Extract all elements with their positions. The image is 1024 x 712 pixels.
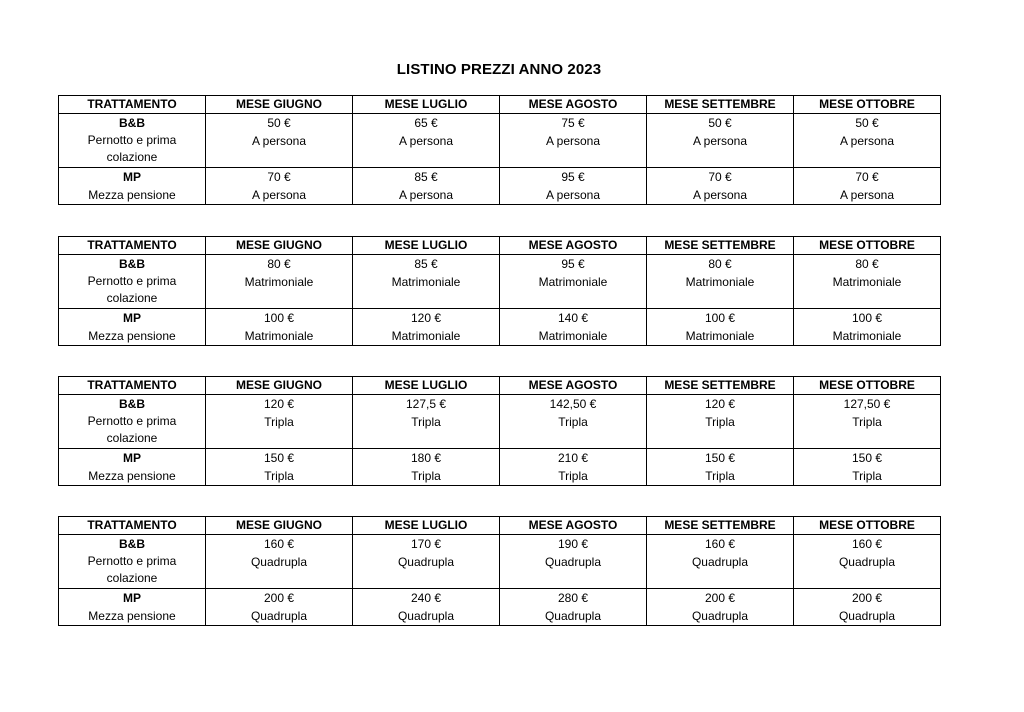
price-cell: [353, 309, 500, 346]
header-trattamento: TRATTAMENTO: [59, 517, 206, 535]
table-row-bb: [59, 255, 941, 309]
treatment-desc: Mezza pensione: [88, 329, 176, 343]
table-header-row: [59, 517, 941, 535]
table-header-row: [59, 377, 941, 395]
treatment-desc: Pernotto e prima colazione: [87, 554, 177, 585]
price-unit: Tripla: [411, 415, 441, 429]
header-agosto: MESE AGOSTO: [500, 377, 647, 395]
header-giugno: MESE GIUGNO: [206, 377, 353, 395]
price-cell: [794, 255, 941, 309]
price-value: 120 €: [263, 397, 295, 411]
price-unit: Tripla: [852, 469, 882, 483]
price-value: 65 €: [414, 116, 438, 130]
price-unit: Tripla: [264, 415, 294, 429]
price-unit: Tripla: [705, 415, 735, 429]
price-value: 170 €: [410, 537, 442, 551]
treatment-cell: [59, 114, 206, 168]
price-unit: Quadrupla: [691, 609, 749, 623]
price-value: 120 €: [704, 397, 736, 411]
treatment-code: MP: [123, 591, 141, 605]
price-value: 160 €: [851, 537, 883, 551]
price-unit: A persona: [251, 188, 307, 202]
price-unit: Quadrupla: [397, 555, 455, 569]
price-value: 100 €: [851, 311, 883, 325]
price-unit: Quadrupla: [544, 555, 602, 569]
price-cell: [353, 449, 500, 486]
price-cell: [794, 114, 941, 168]
price-value: 100 €: [263, 311, 295, 325]
price-table-quadruple: [58, 516, 941, 626]
table-row-mp: [59, 589, 941, 626]
table-row-bb: [59, 535, 941, 589]
header-giugno: MESE GIUGNO: [206, 517, 353, 535]
price-unit: Quadrupla: [397, 609, 455, 623]
price-value: 140 €: [557, 311, 589, 325]
treatment-cell: [59, 449, 206, 486]
header-settembre: MESE SETTEMBRE: [647, 517, 794, 535]
price-value: 50 €: [708, 116, 732, 130]
treatment-cell: [59, 589, 206, 626]
treatment-cell: [59, 168, 206, 205]
price-cell: [206, 395, 353, 449]
price-unit: Tripla: [852, 415, 882, 429]
price-unit: A persona: [545, 188, 601, 202]
price-unit: Matrimoniale: [391, 329, 461, 343]
price-value: 180 €: [410, 451, 442, 465]
header-ottobre: MESE OTTOBRE: [794, 237, 941, 255]
price-table-per-person: [58, 95, 941, 205]
price-cell: [647, 589, 794, 626]
price-value: 160 €: [704, 537, 736, 551]
price-cell: [353, 255, 500, 309]
price-value: 210 €: [557, 451, 589, 465]
price-cell: [206, 589, 353, 626]
price-cell: [500, 449, 647, 486]
treatment-desc: Pernotto e prima colazione: [87, 133, 177, 164]
price-value: 142,50 €: [549, 397, 597, 411]
price-value: 280 €: [557, 591, 589, 605]
price-value: 200 €: [704, 591, 736, 605]
price-value: 127,5 €: [405, 397, 447, 411]
table-row-bb: [59, 395, 941, 449]
price-value: 127,50 €: [843, 397, 891, 411]
price-value: 160 €: [263, 537, 295, 551]
table-row-mp: [59, 309, 941, 346]
price-value: 100 €: [704, 311, 736, 325]
price-value: 85 €: [414, 257, 438, 271]
header-agosto: MESE AGOSTO: [500, 96, 647, 114]
price-cell: [206, 449, 353, 486]
price-unit: Matrimoniale: [244, 275, 314, 289]
header-settembre: MESE SETTEMBRE: [647, 377, 794, 395]
price-unit: Matrimoniale: [538, 329, 608, 343]
price-value: 70 €: [708, 170, 732, 184]
price-cell: [353, 395, 500, 449]
price-value: 120 €: [410, 311, 442, 325]
header-luglio: MESE LUGLIO: [353, 517, 500, 535]
treatment-desc: Pernotto e prima colazione: [87, 414, 177, 445]
price-unit: Tripla: [411, 469, 441, 483]
price-unit: Matrimoniale: [685, 275, 755, 289]
treatment-code: B&B: [119, 116, 145, 130]
treatment-code: MP: [123, 170, 141, 184]
price-unit: Quadrupla: [838, 609, 896, 623]
price-value: 70 €: [855, 170, 879, 184]
price-cell: [794, 535, 941, 589]
header-trattamento: TRATTAMENTO: [59, 96, 206, 114]
price-cell: [353, 114, 500, 168]
price-table-double: [58, 236, 941, 346]
treatment-cell: [59, 535, 206, 589]
price-value: 95 €: [561, 257, 585, 271]
table-header-row: [59, 96, 941, 114]
price-table-triple: [58, 376, 941, 486]
price-cell: [500, 255, 647, 309]
treatment-code: MP: [123, 451, 141, 465]
price-value: 200 €: [851, 591, 883, 605]
header-ottobre: MESE OTTOBRE: [794, 96, 941, 114]
header-luglio: MESE LUGLIO: [353, 377, 500, 395]
price-unit: A persona: [692, 188, 748, 202]
table-row-bb: [59, 114, 941, 168]
price-value: 50 €: [855, 116, 879, 130]
price-value: 95 €: [561, 170, 585, 184]
treatment-desc: Mezza pensione: [88, 469, 176, 483]
price-cell: [794, 589, 941, 626]
header-agosto: MESE AGOSTO: [500, 237, 647, 255]
price-cell: [647, 309, 794, 346]
header-agosto: MESE AGOSTO: [500, 517, 647, 535]
table-row-mp: [59, 168, 941, 205]
price-cell: [353, 535, 500, 589]
treatment-code: B&B: [119, 537, 145, 551]
price-value: 190 €: [557, 537, 589, 551]
price-cell: [206, 168, 353, 205]
price-unit: A persona: [545, 134, 601, 148]
price-value: 240 €: [410, 591, 442, 605]
price-value: 80 €: [267, 257, 291, 271]
price-unit: Matrimoniale: [391, 275, 461, 289]
price-unit: Quadrupla: [250, 555, 308, 569]
treatment-desc: Pernotto e prima colazione: [87, 274, 177, 305]
price-cell: [500, 114, 647, 168]
header-giugno: MESE GIUGNO: [206, 96, 353, 114]
price-cell: [353, 589, 500, 626]
price-cell: [500, 168, 647, 205]
treatment-cell: [59, 309, 206, 346]
header-luglio: MESE LUGLIO: [353, 96, 500, 114]
price-unit: Matrimoniale: [538, 275, 608, 289]
price-cell: [206, 309, 353, 346]
price-unit: Matrimoniale: [685, 329, 755, 343]
price-cell: [500, 395, 647, 449]
price-value: 75 €: [561, 116, 585, 130]
price-unit: Quadrupla: [544, 609, 602, 623]
price-unit: Tripla: [264, 469, 294, 483]
price-cell: [647, 535, 794, 589]
price-value: 80 €: [855, 257, 879, 271]
price-unit: A persona: [692, 134, 748, 148]
price-cell: [206, 535, 353, 589]
price-unit: Matrimoniale: [832, 275, 902, 289]
price-value: 150 €: [704, 451, 736, 465]
price-unit: Quadrupla: [838, 555, 896, 569]
price-unit: Quadrupla: [250, 609, 308, 623]
header-ottobre: MESE OTTOBRE: [794, 517, 941, 535]
treatment-code: B&B: [119, 257, 145, 271]
price-cell: [647, 168, 794, 205]
price-unit: Matrimoniale: [244, 329, 314, 343]
table-row-mp: [59, 449, 941, 486]
price-unit: Tripla: [558, 469, 588, 483]
price-value: 85 €: [414, 170, 438, 184]
price-unit: A persona: [839, 134, 895, 148]
header-giugno: MESE GIUGNO: [206, 237, 353, 255]
table-header-row: [59, 237, 941, 255]
header-settembre: MESE SETTEMBRE: [647, 96, 794, 114]
treatment-code: MP: [123, 311, 141, 325]
price-cell: [794, 168, 941, 205]
price-value: 80 €: [708, 257, 732, 271]
price-cell: [500, 589, 647, 626]
price-cell: [794, 449, 941, 486]
header-trattamento: TRATTAMENTO: [59, 377, 206, 395]
price-unit: Quadrupla: [691, 555, 749, 569]
price-cell: [647, 395, 794, 449]
treatment-desc: Mezza pensione: [88, 188, 176, 202]
price-cell: [206, 255, 353, 309]
price-unit: A persona: [251, 134, 307, 148]
price-cell: [206, 114, 353, 168]
treatment-cell: [59, 255, 206, 309]
price-cell: [353, 168, 500, 205]
treatment-code: B&B: [119, 397, 145, 411]
price-cell: [647, 449, 794, 486]
price-cell: [647, 114, 794, 168]
price-unit: Matrimoniale: [832, 329, 902, 343]
price-unit: Tripla: [558, 415, 588, 429]
price-cell: [500, 535, 647, 589]
price-value: 200 €: [263, 591, 295, 605]
price-unit: A persona: [839, 188, 895, 202]
price-value: 50 €: [267, 116, 291, 130]
price-cell: [647, 255, 794, 309]
treatment-cell: [59, 395, 206, 449]
price-unit: A persona: [398, 188, 454, 202]
price-unit: A persona: [398, 134, 454, 148]
price-cell: [794, 309, 941, 346]
price-value: 150 €: [851, 451, 883, 465]
price-value: 150 €: [263, 451, 295, 465]
header-ottobre: MESE OTTOBRE: [794, 377, 941, 395]
page-title: LISTINO PREZZI ANNO 2023: [396, 61, 602, 78]
price-unit: Tripla: [705, 469, 735, 483]
header-settembre: MESE SETTEMBRE: [647, 237, 794, 255]
price-cell: [500, 309, 647, 346]
header-trattamento: TRATTAMENTO: [59, 237, 206, 255]
treatment-desc: Mezza pensione: [88, 609, 176, 623]
price-cell: [794, 395, 941, 449]
header-luglio: MESE LUGLIO: [353, 237, 500, 255]
price-value: 70 €: [267, 170, 291, 184]
